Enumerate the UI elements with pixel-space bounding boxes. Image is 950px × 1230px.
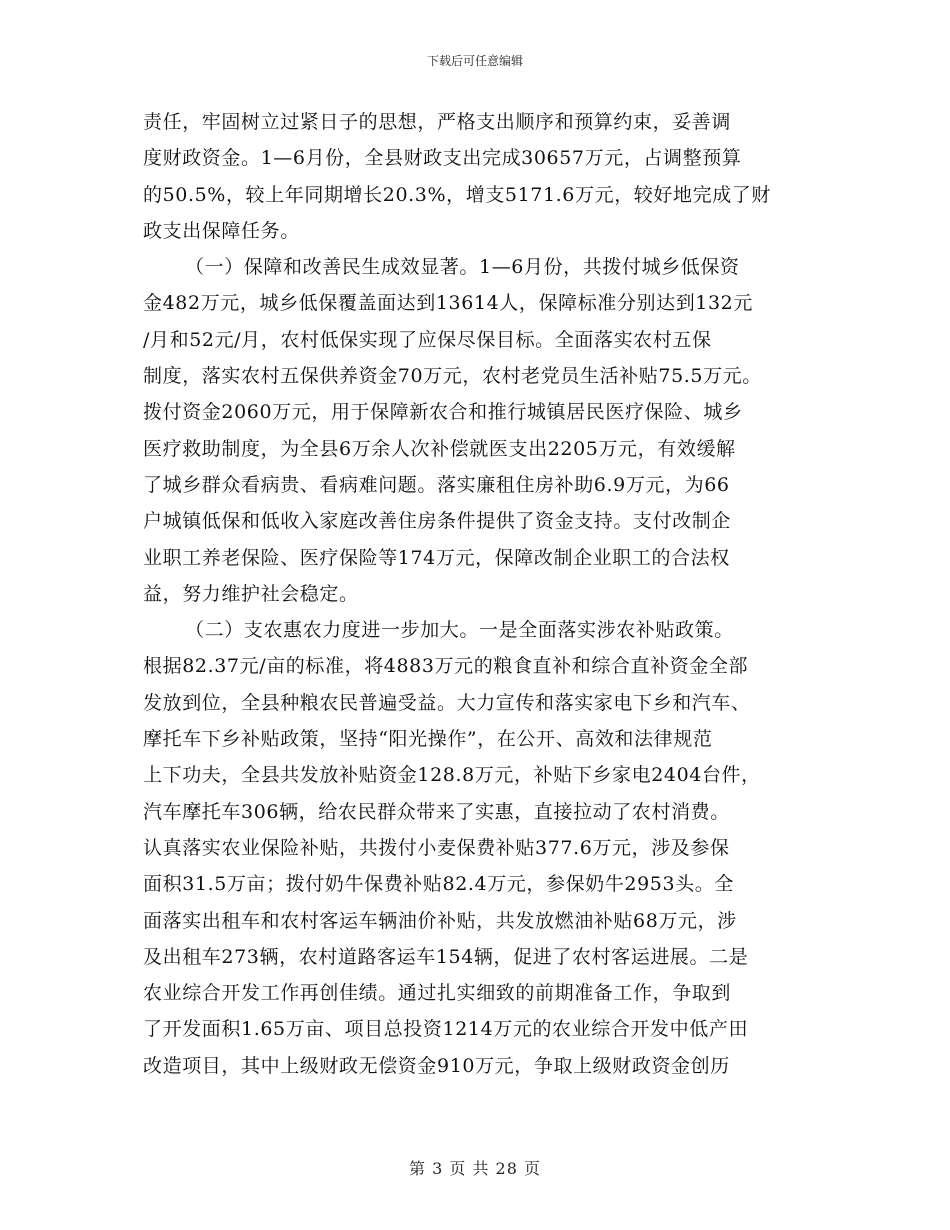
text-line: /月和52元/月，农村低保实现了应保尽保目标。全面落实农村五保 bbox=[143, 328, 712, 351]
text-line: 责任，牢固树立过紧日子的思想，严格支出顺序和预算约束，妥善调 bbox=[143, 111, 732, 133]
page-header-note: 下载后可任意编辑 bbox=[426, 54, 523, 68]
text-line: （二）支农惠农力度进一步加大。一是全面落实涉农补贴政策。 bbox=[185, 619, 734, 642]
page-number: 第 3 页 共 28 页 bbox=[409, 1159, 541, 1178]
text-line: 益，努力维护社会稳定。 bbox=[143, 582, 359, 605]
text-line: 发放到位，全县种粮农民普遍受益。大力宣传和落实家电下乡和汽车、 bbox=[143, 691, 751, 714]
text-line: 摩托车下乡补贴政策，坚持“阳光操作”，在公开、高效和法律规范 bbox=[143, 728, 713, 751]
text-line: 金482万元，城乡低保覆盖面达到13614人，保障标准分别达到132元 bbox=[143, 292, 753, 315]
text-line: 度财政资金。1—6月份，全县财政支出完成30657万元，占调整预算 bbox=[143, 147, 742, 170]
text-line: 了城乡群众看病贵、看病难问题。落实廉租住房补助6.9万元，为66 bbox=[143, 473, 730, 496]
text-line: 制度，落实农村五保供养资金70万元，农村老党员生活补贴75.5万元。 bbox=[143, 365, 762, 388]
text-line: 面落实出租车和农村客运车辆油价补贴，共发放燃油补贴68万元，涉 bbox=[143, 909, 737, 932]
text-line: 上下功夫，全县共发放补贴资金128.8万元，补贴下乡家电2404台件， bbox=[143, 764, 761, 787]
text-line: 及出租车273辆，农村道路客运车154辆，促进了农村客运进展。二是 bbox=[143, 945, 749, 968]
text-line: 改造项目，其中上级财政无偿资金910万元，争取上级财政资金创历 bbox=[143, 1054, 730, 1077]
text-line: （一）保障和改善民生成效显著。1—6月份，共拨付城乡低保资 bbox=[185, 256, 740, 279]
text-line: 汽车摩托车306辆，给农民群众带来了实惠，直接拉动了农村消费。 bbox=[143, 800, 730, 823]
text-line: 户城镇低保和低收入家庭改善住房条件提供了资金支持。支付改制企 bbox=[143, 510, 732, 533]
text-line: 面积31.5万亩；拨付奶牛保费补贴82.4万元，参保奶牛2953头。全 bbox=[143, 873, 734, 896]
text-line: 政支出保障任务。 bbox=[143, 219, 300, 242]
text-line: 认真落实农业保险补贴，共拨付小麦保费补贴377.6万元，涉及参保 bbox=[143, 836, 730, 859]
text-line: 医疗救助制度，为全县6万余人次补偿就医支出2205万元，有效缓解 bbox=[143, 437, 736, 460]
text-line: 业职工养老保险、医疗保险等174万元，保障改制企业职工的合法权 bbox=[143, 546, 730, 569]
text-line: 农业综合开发工作再创佳绩。通过扎实细致的前期准备工作，争取到 bbox=[143, 982, 732, 1005]
text-line: 根据82.37元/亩的标准，将4883万元的粮食直补和综合直补资金全部 bbox=[143, 655, 749, 678]
text-line: 了开发面积1.65万亩、项目总投资1214万元的农业综合开发中低产田 bbox=[143, 1018, 749, 1041]
text-line: 的50.5%，较上年同期增长20.3%，增支5171.6万元，较好地完成了财 bbox=[143, 183, 771, 206]
document-body bbox=[143, 104, 823, 1084]
text-line: 拨付资金2060万元，用于保障新农合和推行城镇居民医疗保险、城乡 bbox=[143, 401, 743, 424]
